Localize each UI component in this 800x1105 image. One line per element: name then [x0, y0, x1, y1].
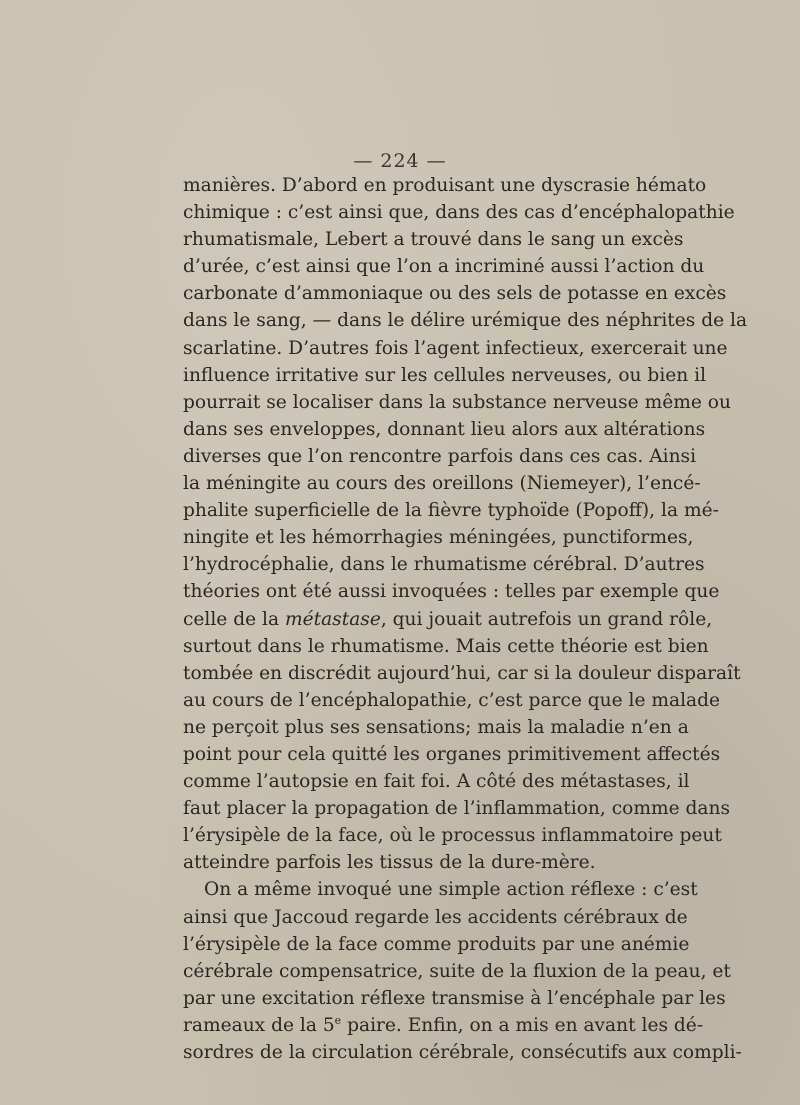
text-line: ningite et les hémorrhagies méningées, punctiformes, [183, 527, 694, 549]
text-line: au cours de l’encéphalopathie, c’est parce que le malade [183, 689, 721, 711]
text-line: pourrait se localiser dans la substance nerveuse même ou [183, 391, 731, 413]
text-line: sordres de la circulation cérébrale, consécutifs aux compli- [183, 1042, 742, 1063]
text-line: la méningite au cours des oreillons (Niemeyer), l’encé- [183, 473, 701, 495]
text-line: atteindre parfois les tissus de la dure-mère. [183, 852, 596, 874]
text-line: influence irritative sur les cellules nerveuses, ou bien il [183, 364, 707, 386]
text-line: l’hydrocéphalie, dans le rhumatisme cérébral. D’autres [183, 554, 705, 576]
text-line: chimique : c’est ainsi que, dans des cas d’encéphalopathie [183, 202, 735, 224]
text-line: celle de la métastase, qui jouait autrefois un grand rôle, [183, 608, 713, 630]
text-line: ne perçoit plus ses sensations; mais la maladie n’en a [183, 716, 689, 738]
ordinal-superscript: e [334, 1013, 342, 1027]
text-line: point pour cela quitté les organes primitivement affectés [183, 743, 721, 765]
text-line: d’urée, c’est ainsi que l’on a incriminé aussi l’action du [183, 256, 705, 278]
text-line: dans le sang, — dans le délire urémique des néphrites de la [183, 310, 748, 332]
text-line: rhumatismale, Lebert a trouvé dans le sang un excès [183, 229, 684, 251]
text-line: l’érysipèle de la face, où le processus inflammatoire peut [183, 825, 722, 847]
text-line: rameaux de la 5e paire. Enfin, on a mis en avant les dé- [183, 1013, 704, 1036]
text-line: dans ses enveloppes, donnant lieu alors aux altérations [183, 418, 706, 440]
text-line: carbonate d’ammoniaque ou des sels de potasse en excès [183, 283, 727, 305]
body-text [183, 172, 748, 1066]
text-line: comme l’autopsie en fait foi. A côté des métastases, il [183, 771, 690, 793]
text-line: surtout dans le rhumatisme. Mais cette théorie est bien [183, 635, 709, 657]
text-line: cérébrale compensatrice, suite de la fluxion de la peau, et [183, 960, 731, 982]
page-number: — 224 — [353, 150, 447, 172]
text-line: scarlatine. D’autres fois l’agent infectieux, exercerait une [183, 337, 728, 359]
text-line: l’érysipèle de la face comme produits par une anémie [183, 933, 690, 955]
text-line: par une excitation réflexe transmise à l’encéphale par les [183, 987, 726, 1009]
text-line: ainsi que Jaccoud regarde les accidents cérébraux de [183, 906, 688, 928]
text-line: théories ont été aussi invoquées : telles par exemple que [183, 581, 720, 603]
text-line: On a même invoqué une simple action réflexe : c’est [204, 879, 698, 901]
text-line: manières. D’abord en produisant une dyscrasie hémato [183, 175, 707, 196]
text-line: phalite superficielle de la fièvre typhoïde (Popoff), la mé- [183, 500, 719, 522]
text-line: tombée en discrédit aujourd’hui, car si la douleur disparaît [183, 662, 741, 684]
text-line: faut placer la propagation de l’inflammation, comme dans [183, 798, 731, 820]
italic-term: métastase [284, 608, 381, 630]
text-line: diverses que l’on rencontre parfois dans ces cas. Ainsi [183, 445, 697, 467]
